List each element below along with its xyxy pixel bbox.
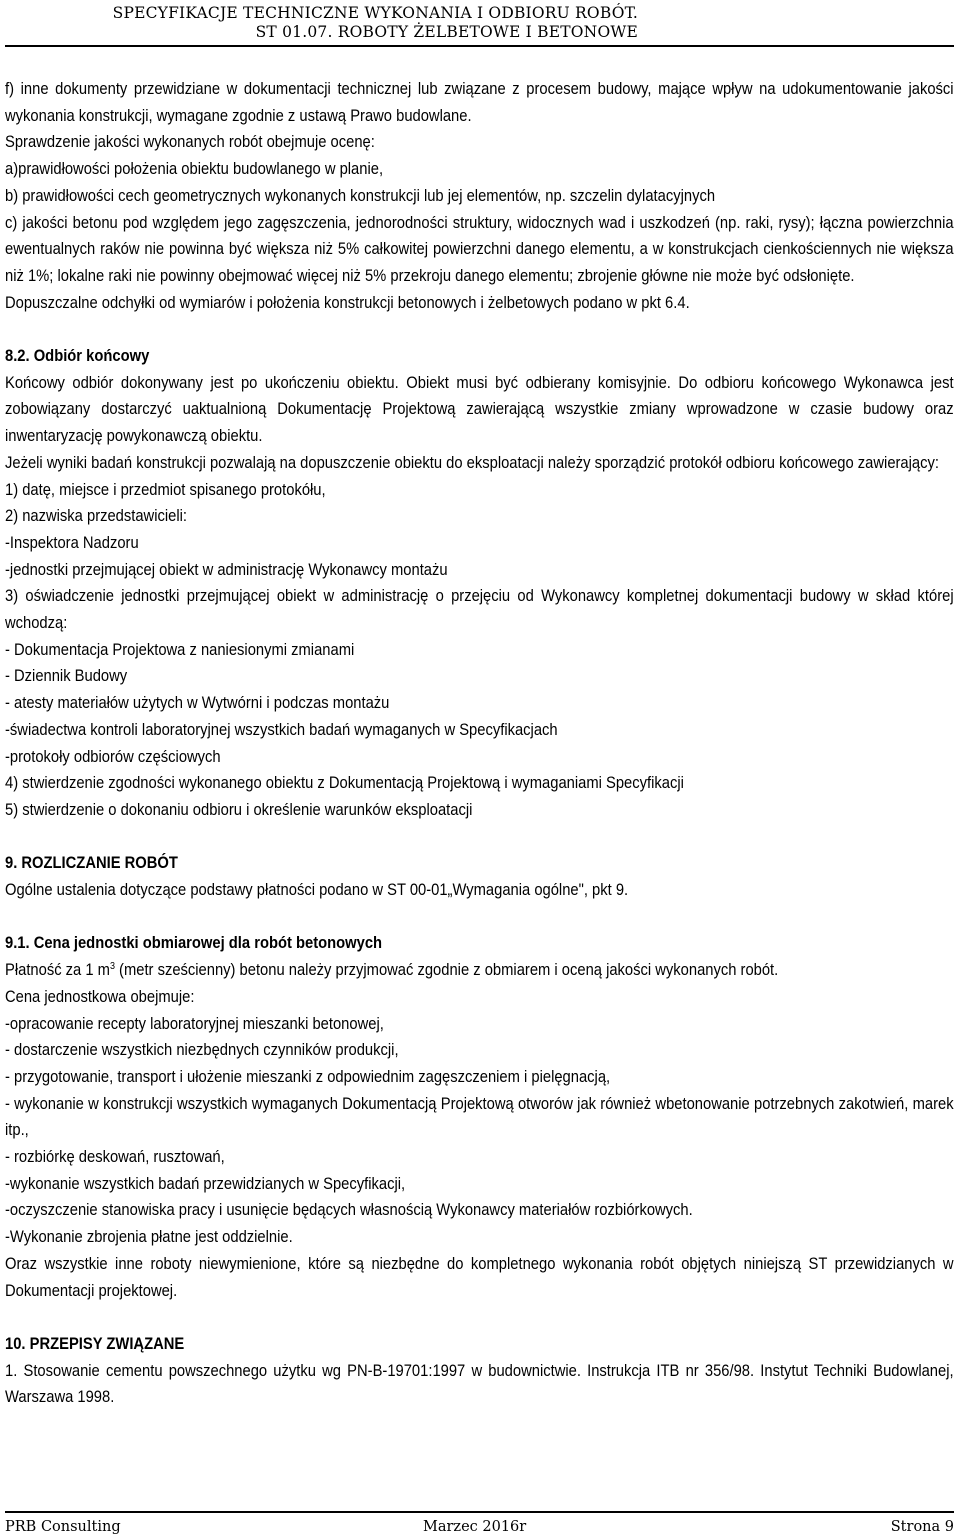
list-item: 1) datę, miejsce i przedmiot spisanego protokółu, bbox=[5, 480, 326, 499]
list-item-a: a)prawidłowości położenia obiektu budowlanego w planie, bbox=[5, 160, 384, 179]
paragraph-f: f) inne dokumenty przewidziane w dokumentacji technicznej lub związane z procesem budowy, mające wpływ na udokumentowanie jakości wykonania konstrukcji, wymagane zgodnie z ustawą Prawo budowlane. bbox=[5, 80, 954, 125]
paragraph-quality-check: Sprawdzenie jakości wykonanych robót obejmuje ocenę: bbox=[5, 133, 375, 152]
paragraph-deviations: Dopuszczalne odchyłki od wymiarów i położenia konstrukcji betonowych i żelbetowych podano w pkt 6.4. bbox=[5, 293, 690, 312]
footer-divider bbox=[5, 1511, 954, 1513]
list-item: - wykonanie w konstrukcji wszystkich wymaganych Dokumentacją Projektową otworów jak również wbetonowanie potrzebnych zakotwień, marek itp., bbox=[5, 1094, 954, 1140]
list-item-b: b) prawidłowości cech geometrycznych wykonanych konstrukcji lub jej elementów, np. szczelin dylatacyjnych bbox=[5, 186, 716, 205]
section-heading-9-1: 9.1. Cena jednostki obmiarowej dla robót betonowych bbox=[5, 934, 383, 953]
list-item: - dostarczenie wszystkich niezbędnych czynników produkcji, bbox=[5, 1041, 399, 1060]
list-item: - Dziennik Budowy bbox=[5, 667, 128, 686]
list-item: -Inspektora Nadzoru bbox=[5, 533, 139, 552]
list-item: -jednostki przejmującej obiekt w administrację Wykonawcy montażu bbox=[5, 560, 448, 579]
list-item: 2) nazwiska przedstawicieli: bbox=[5, 507, 188, 526]
document-body bbox=[5, 76, 954, 1411]
list-item-c: c) jakości betonu pod względem jego zagęszczenia, jednorodności struktury, widocznych wad i uszkodzeń (np. raki, rysy); łączna powierzchnia ewentualnych raków nie powinna być większa niż 5% całkowitej powierzchni danego elementu, a w konstrukcjach cienkościennych nie większa niż 1%; lokalne raki nie powinny obejmować więcej niż 5% przekroju danego elementu; zbrojenie główne nie może być odsłonięte. bbox=[5, 213, 954, 285]
footer-company: PRB Consulting bbox=[5, 1519, 121, 1535]
header-title-line-1: SPECYFIKACJE TECHNICZNE WYKONANIA I ODBIORU ROBÓT. bbox=[112, 4, 638, 22]
list-item: -opracowanie recepty laboratoryjnej mieszanki betonowej, bbox=[5, 1014, 384, 1033]
payment-text-end: (metr sześcienny) betonu należy przyjmować zgodnie z obmiarem i oceną jakości wykonanych robót. bbox=[114, 961, 779, 980]
section-heading-10: 10. PRZEPISY ZWIĄZANE bbox=[5, 1334, 185, 1353]
list-item: - rozbiórkę deskowań, rusztowań, bbox=[5, 1148, 225, 1167]
list-item: 3) oświadczenie jednostki przejmującej obiekt w administrację o przejęciu od Wykonawcy kompletnej dokumentacji budowy w skład której wchodzą: bbox=[5, 587, 954, 633]
spacer bbox=[5, 904, 954, 931]
list-item: -wykonanie wszystkich badań przewidzianych w Specyfikacji, bbox=[5, 1174, 406, 1193]
list-item: -świadectwa kontroli laboratoryjnej wszystkich badań wymaganych w Specyfikacjach bbox=[5, 720, 558, 739]
spacer bbox=[5, 1304, 954, 1331]
paragraph-unit-price: Cena jednostkowa obejmuje: bbox=[5, 987, 195, 1006]
list-item: - Dokumentacja Projektowa z naniesionymi zmianami bbox=[5, 640, 355, 659]
list-item: 5) stwierdzenie o dokonaniu odbioru i określenie warunków eksploatacji bbox=[5, 800, 473, 819]
header-title-line-2: ST 01.07. ROBOTY ŻELBETOWE I BETONOWE bbox=[255, 23, 638, 41]
list-item: -protokoły odbiorów częściowych bbox=[5, 747, 221, 766]
list-item: -Wykonanie zbrojenia płatne jest oddzielnie. bbox=[5, 1228, 293, 1247]
paragraph-payment-general: Ogólne ustalenia dotyczące podstawy płatności podano w ST 00-01„Wymagania ogólne", pkt 9. bbox=[5, 881, 629, 900]
paragraph-other-works: Oraz wszystkie inne roboty niewymienione, które są niezbędne do kompletnego wykonania robót objętych niniejszą ST przewidzianych w Dokumentacji projektowej. bbox=[5, 1254, 954, 1300]
list-item: - przygotowanie, transport i ułożenie mieszanki z odpowiednim zagęszczeniem i pielęgnacją, bbox=[5, 1067, 611, 1086]
page-footer bbox=[5, 1519, 954, 1539]
section-heading-9: 9. ROZLICZANIE ROBÓT bbox=[5, 854, 178, 873]
spacer bbox=[5, 316, 954, 343]
paragraph-protocol: Jeżeli wyniki badań konstrukcji pozwalają na dopuszczenie obiektu do eksploatacji należy sporządzić protokół odbioru końcowego zawierający: bbox=[5, 453, 939, 472]
page-header bbox=[0, 0, 960, 48]
spacer bbox=[5, 824, 954, 851]
superscript-cubed: 3 bbox=[109, 961, 115, 973]
footer-page-number: Strona 9 bbox=[890, 1519, 954, 1535]
list-item: -oczyszczenie stanowiska pracy i usunięcie będących własnością Wykonawcy materiałów rozbiórkowych. bbox=[5, 1201, 693, 1220]
paragraph-payment-unit bbox=[5, 957, 954, 984]
payment-text-start: Płatność za 1 m bbox=[5, 961, 110, 980]
section-heading-8-2: 8.2. Odbiór końcowy bbox=[5, 347, 150, 366]
paragraph-final-acceptance: Końcowy odbiór dokonywany jest po ukończeniu obiektu. Obiekt musi być odbierany komisyjnie. Do odbioru końcowego Wykonawca jest zobowiązany dostarczyć uaktualnioną Dokumentację Projektową zawierającą wszystkie zmiany wprowadzone w czasie budowy oraz inwentaryzację powykonawczą obiektu. bbox=[5, 373, 954, 446]
list-item: - atesty materiałów użytych w Wytwórni i podczas montażu bbox=[5, 694, 390, 713]
footer-date: Marzec 2016r bbox=[423, 1519, 527, 1535]
reference-item-1: 1. Stosowanie cementu powszechnego użytku wg PN-B-19701:1997 w budownictwie. Instrukcja ITB nr 356/98. Instytut Techniki Budowlanej, Warszawa 1998. bbox=[5, 1361, 954, 1407]
header-divider bbox=[5, 45, 954, 47]
list-item: 4) stwierdzenie zgodności wykonanego obiektu z Dokumentacją Projektową i wymaganiami Specyfikacji bbox=[5, 774, 684, 793]
